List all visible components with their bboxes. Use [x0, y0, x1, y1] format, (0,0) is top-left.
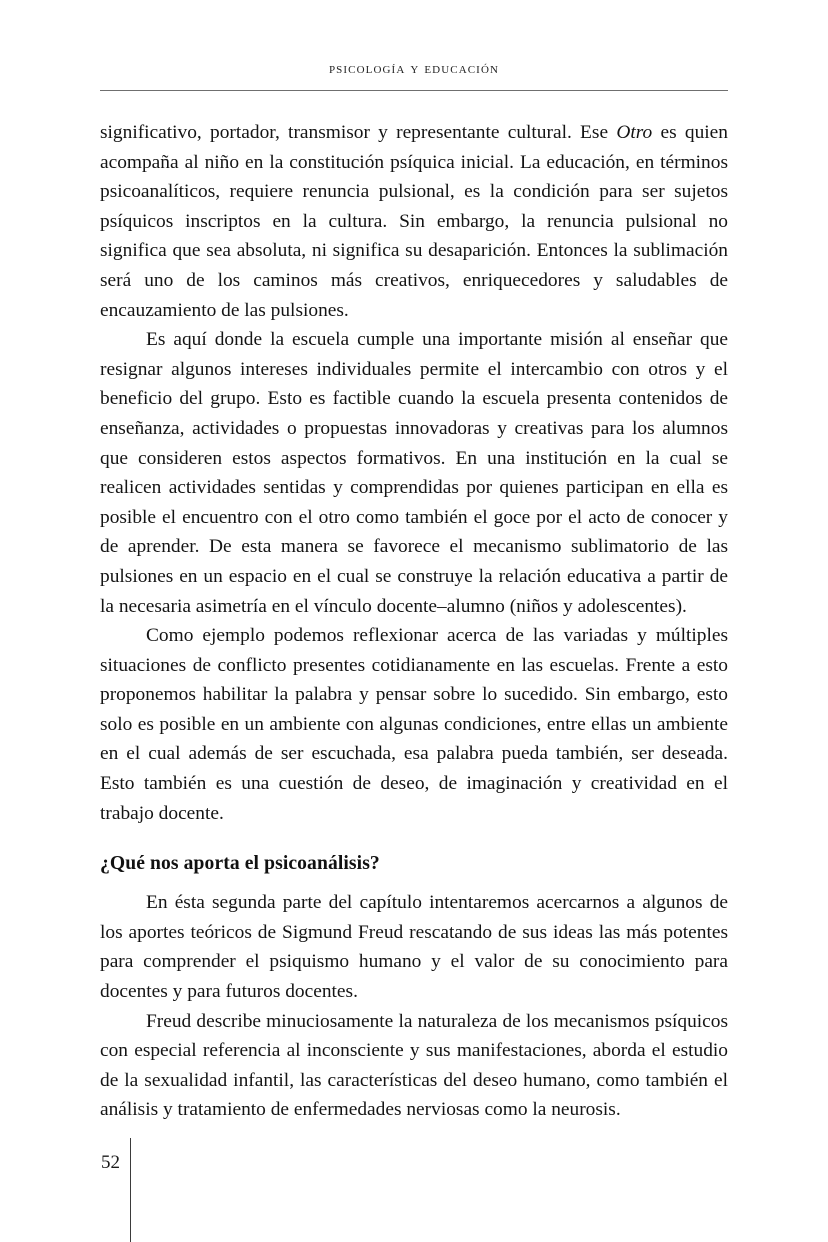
text-run: En ésta segunda parte del capítulo intentaremos acercarnos a algunos de los aportes teóricos de Sigmund Freud rescatando de sus ideas las más potentes para comprender el psiquismo humano y el valor de su conocimiento para docentes y para futuros docentes. [100, 892, 728, 1003]
header-rule [100, 90, 728, 91]
paragraph [100, 325, 728, 621]
running-head-text: psicología y educación [328, 60, 500, 77]
paragraph-group-before-subhead [100, 118, 728, 828]
paragraph [100, 621, 728, 828]
paragraph [100, 118, 728, 325]
text-run: significativo, portador, transmisor y representante cultural. Ese [100, 122, 617, 143]
running-head [100, 60, 728, 78]
body-content [100, 118, 728, 1125]
text-run: Freud describe minuciosamente la naturaleza de los mecanismos psíquicos con especial referencia al inconsciente y sus manifestaciones, aborda el estudio de la sexualidad infantil, las características del deseo humano, como también el análisis y tratamiento de enfermedades nerviosas como la neurosis. [100, 1010, 728, 1121]
italic-term: Otro [616, 122, 653, 143]
paragraph [100, 1007, 728, 1125]
paragraph [100, 888, 728, 1006]
page-number: 52 [101, 1152, 120, 1173]
section-subheading: ¿Qué nos aporta el psicoanálisis? [100, 853, 380, 875]
paragraph-group-after-subhead [100, 888, 728, 1125]
folio-rule [130, 1138, 131, 1242]
text-run: Como ejemplo podemos reflexionar acerca de las variadas y múltiples situaciones de conflicto presentes cotidianamente en las escuelas. Frente a esto proponemos habilitar la palabra y pensar sobre lo sucedido. Sin embargo, esto solo es posible en un ambiente con algunas condiciones, entre ellas un ambiente en el cual además de ser escuchada, esa palabra pueda también, ser deseada. Esto también es una cuestión de deseo, de imaginación y creatividad en el trabajo docente. [100, 625, 728, 824]
text-run: Es aquí donde la escuela cumple una importante misión al enseñar que resignar algunos intereses individuales permite el intercambio con otros y el beneficio del grupo. Esto es factible cuando la escuela presenta contenidos de enseñanza, actividades o propuestas innovadoras y creativas para los alumnos que consideren estos aspectos formativos. En una institución en la cual se realicen actividades sentidas y comprendidas por quienes participan en ella es posible el encuentro con el otro como también el goce por el acto de conocer y de aprender. De esta manera se favorece el mecanismo sublimatorio de las pulsiones en un espacio en el cual se construye la relación educativa a partir de la necesaria asimetría en el vínculo docente–alumno (niños y adolescentes). [100, 329, 728, 617]
text-run: es quien acompaña al niño en la constitución psíquica inicial. La educación, en términos psicoanalíticos, requiere renuncia pulsional, es la condición para ser sujetos psíquicos inscriptos en la cultura. Sin embargo, la renuncia pulsional no significa que sea absoluta, ni significa su desaparición. Entonces la sublimación será uno de los caminos más creativos, enriquecedores y saludables de encauzamiento de las pulsiones. [100, 122, 728, 321]
